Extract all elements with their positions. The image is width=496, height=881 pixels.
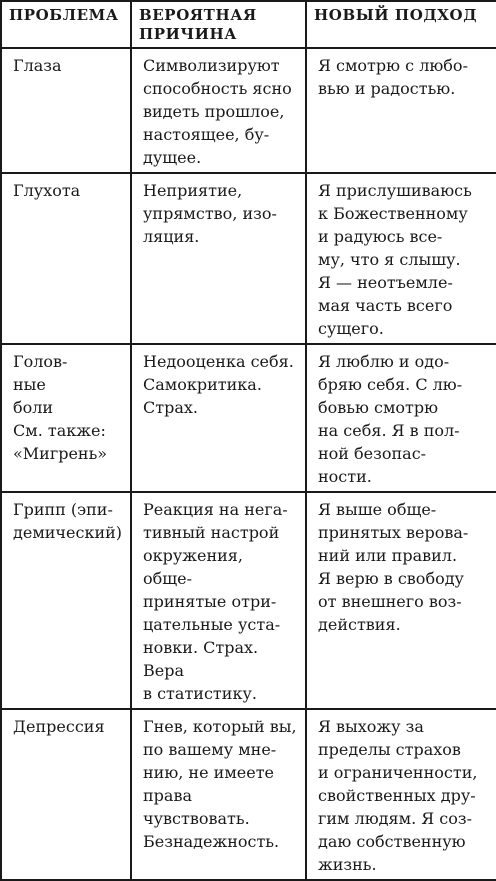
problem-cell: Голов- ные боли См. также: «Мигрень»	[1, 344, 131, 492]
approach-cell: Я люблю и одо- бряю себя. С лю- бовью смотрю на себя. Я в пол- ной безопас- ности.	[306, 344, 496, 492]
problem-cell: Грипп (эпи- демический)	[1, 492, 131, 709]
approach-cell: Я прислушиваюсь к Божественному и радуюсь все- му, что я слышу. Я — неотъемле- мая часть всего сущего.	[306, 173, 496, 344]
table-row	[1, 344, 496, 492]
cause-cell: Недооценка себя. Самокритика. Страх.	[131, 344, 306, 492]
header-new-approach: НОВЫЙ ПОДХОД	[306, 1, 496, 48]
problem-cell: Глухота	[1, 173, 131, 344]
table-header-row	[1, 1, 496, 48]
cause-cell: Реакция на нега- тивный настрой окружения, обще- принятые отри- цательные уста- новки. Страх. Вера в статистику.	[131, 492, 306, 709]
approach-cell: Я выхожу за пределы страхов и ограниченности, свойственных дру- гим людям. Я соз- даю собственную жизнь.	[306, 709, 496, 880]
cause-cell: Гнев, который вы, по вашему мне- нию, не имеете права чувствовать. Безнадежность.	[131, 709, 306, 880]
problem-cell: Глаза	[1, 48, 131, 173]
table-row	[1, 492, 496, 709]
cause-cell: Символизируют способность ясно видеть прошлое, настоящее, бу- дущее.	[131, 48, 306, 173]
cause-cell: Неприятие, упрямство, изо- ляция.	[131, 173, 306, 344]
header-problem: ПРОБЛЕМА	[1, 1, 131, 48]
table-row	[1, 173, 496, 344]
problem-cell: Депрессия	[1, 709, 131, 880]
table-row	[1, 48, 496, 173]
table-row	[1, 709, 496, 880]
approach-cell: Я выше обще- принятых верова- ний или правил. Я верю в свободу от внешнего воз- действия.	[306, 492, 496, 709]
header-probable-cause: ВЕРОЯТНАЯ ПРИЧИНА	[131, 1, 306, 48]
approach-cell: Я смотрю с любо- вью и радостью.	[306, 48, 496, 173]
